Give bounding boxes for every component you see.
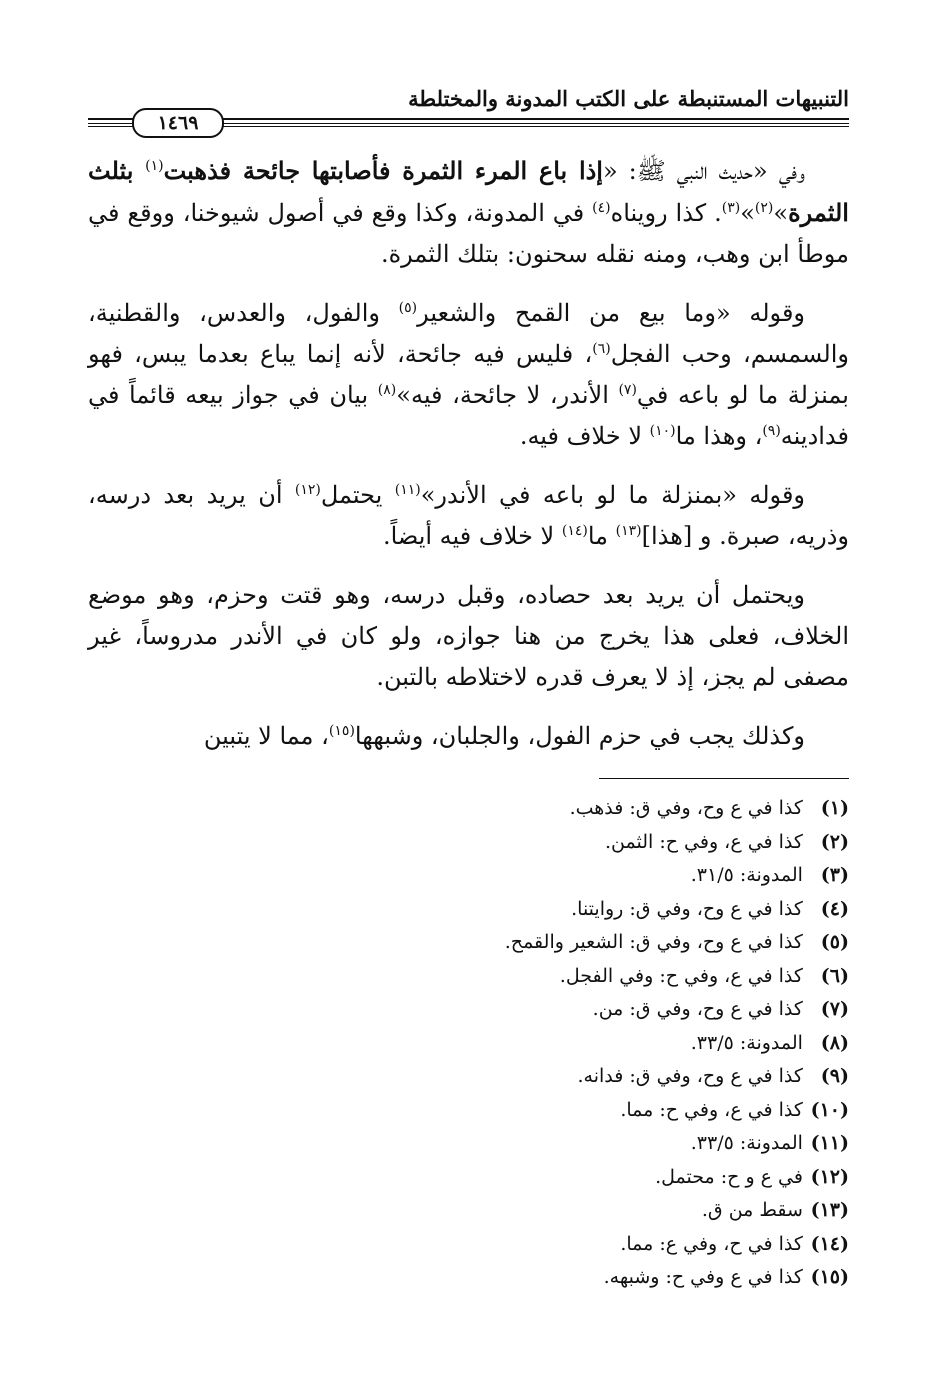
paragraph-2 — [88, 293, 849, 457]
footnote-ref: (٩) — [762, 423, 781, 439]
footnote-text: سقط من ق. — [701, 1199, 803, 1221]
footnote-text: كذا في ع وفي ح: وشبهه. — [603, 1266, 803, 1288]
footnote-number: (١٣) — [810, 1199, 849, 1221]
footnote-number: (٩) — [820, 1065, 849, 1087]
footnote-ref: (١٤) — [561, 523, 588, 539]
footnote-text: كذا في ع وح، وفي ق: من. — [592, 998, 803, 1020]
text-run: ما — [587, 522, 616, 550]
text-run: ويحتمل أن يريد بعد حصاده، وقبل درسه، وهو قتت وحزم، وهو موضع الخلاف، فعلى هذا يخرج من هنا جوازه، ولو كان في الأندر مدروساً، غير مصفى لم يجز، إذ لا يعرف قدره لاختلاطه بالتبن. — [88, 581, 849, 691]
text-run: . كذا رويناه — [610, 199, 722, 227]
footnote-text: المدونة: ٣١/٥. — [690, 864, 803, 886]
footnote-number: (٨) — [820, 1031, 849, 1054]
footnote-ref: (٣) — [721, 200, 741, 216]
hadith-text: إذا باع المرء الثمرة فأصابتها جائحة فذهبت — [163, 156, 603, 185]
footnote-ref: (٤) — [592, 200, 611, 216]
footnote-ref: (١٢) — [294, 482, 321, 498]
footnote-ref: (٥) — [398, 300, 418, 316]
footnote-number: (٦) — [820, 964, 849, 987]
footnote-ref: (٧) — [618, 382, 637, 398]
footnote-item — [289, 826, 849, 860]
main-text — [88, 150, 849, 775]
footnote-ref: (١١) — [394, 482, 421, 498]
footnote-text: كذا في ح، وفي ع: مما. — [620, 1232, 803, 1255]
footnote-text: في ع و ح: محتمل. — [655, 1165, 803, 1188]
text-run: » — [773, 199, 789, 227]
footnote-number: (١١) — [810, 1132, 849, 1154]
footnote-item — [289, 1027, 849, 1061]
hadith-text: بثلث الثمرة — [88, 156, 849, 227]
paragraph-5 — [88, 716, 849, 757]
footnote-item — [289, 1261, 849, 1295]
text-run: بيان في جواز بيعه قائماً في فدادينه — [88, 381, 849, 450]
text-run: ، مما لا يتبين — [203, 722, 329, 750]
footnote-text: المدونة: ٣٣/٥. — [690, 1031, 803, 1054]
footnote-number: (١٠) — [810, 1098, 849, 1121]
footnote-text: كذا في ع، وفي ح: الثمن. — [605, 830, 803, 853]
footnote-ref: (١٣) — [615, 523, 642, 539]
footnote-number: (١٥) — [810, 1266, 849, 1288]
footnote-text: كذا في ع، وفي ح: وفي الفجل. — [559, 964, 803, 987]
footnote-number: (١) — [820, 797, 849, 819]
text-run: لا خلاف فيه أيضاً. — [382, 522, 562, 550]
footnote-item — [289, 1127, 849, 1161]
running-header-title: التنبيهات المستنبطة على الكتب المدونة والمختلطة — [408, 86, 849, 111]
text-run: والفول، والعدس، والقطنية، والسمسم، وحب الفجل — [88, 299, 849, 368]
text-run: ، وهذا ما — [675, 422, 763, 450]
page-number: ١٤٦٩ — [132, 108, 224, 138]
text-run: وكذلك يجب في حزم الفول، والجلبان، وشبهها — [354, 722, 805, 750]
footnote-text: كذا في ع، وفي ح: مما. — [620, 1098, 803, 1121]
footnote-item — [289, 859, 849, 893]
footnote-item — [289, 993, 849, 1027]
footnote-item — [289, 1094, 849, 1128]
footnote-ref: (٢) — [754, 200, 774, 216]
footnote-item — [289, 926, 849, 960]
footnote-separator — [599, 778, 849, 779]
footnote-text: كذا في ع وح، وفي ق: فدانه. — [577, 1065, 803, 1087]
text-run: وقوله «بمنزلة ما لو باعه في الأندر» — [420, 481, 806, 509]
footnote-number: (٥) — [820, 931, 849, 953]
footnote-number: (١٢) — [810, 1165, 849, 1188]
text-run: وقوله «وما بيع من القمح والشعير — [417, 299, 806, 327]
footnote-number: (١٤) — [810, 1232, 849, 1255]
paragraph-3 — [88, 475, 849, 557]
text-run: يحتمل — [320, 481, 395, 509]
footnote-ref: (٦) — [592, 341, 611, 357]
footnote-text: كذا في ع وح، وفي ق: الشعير والقمح. — [504, 931, 803, 953]
footnote-item — [289, 1228, 849, 1262]
text-run: لا خلاف فيه. — [519, 422, 650, 450]
footnote-text: كذا في ع وح، وفي ق: روايتنا. — [571, 897, 803, 920]
footnotes — [289, 792, 849, 1295]
text-run: ، فليس فيه جائحة، لأنه إنما يباع بعدما يبس، فهو بمنزلة ما لو باعه في — [88, 340, 849, 409]
footnote-number: (٢) — [820, 830, 849, 853]
footnote-ref: (٨) — [377, 382, 397, 398]
paragraph-1 — [88, 150, 849, 275]
text-run: وفي «حديث النبي ﷺ: « — [602, 157, 805, 185]
footnote-text: كذا في ع وح، وفي ق: فذهب. — [569, 797, 803, 819]
footnote-number: (٤) — [820, 897, 849, 920]
footnote-ref: (١٥) — [328, 723, 355, 739]
footnote-item — [289, 1194, 849, 1228]
footnote-item — [289, 1060, 849, 1094]
footnote-ref: (١) — [145, 158, 164, 174]
footnote-text: المدونة: ٣٣/٥. — [690, 1132, 803, 1154]
footnote-item — [289, 960, 849, 994]
text-run: » — [740, 199, 755, 227]
text-run: في المدونة، وكذا وقع في أصول شيوخنا، ووقع في موطأ ابن وهب، ومنه نقله سحنون: بتلك الثمرة. — [88, 199, 849, 268]
footnote-item — [289, 792, 849, 826]
footnote-item — [289, 893, 849, 927]
text-run: الأندر، لا جائحة، فيه» — [396, 381, 619, 409]
footnote-item — [289, 1161, 849, 1195]
footnote-number: (٧) — [820, 998, 849, 1020]
paragraph-4 — [88, 575, 849, 698]
footnote-ref: (١٠) — [649, 423, 676, 439]
footnote-number: (٣) — [820, 864, 849, 886]
text-run: أن يريد بعد درسه، وذريه، صبرة. و [هذا] — [88, 481, 849, 550]
